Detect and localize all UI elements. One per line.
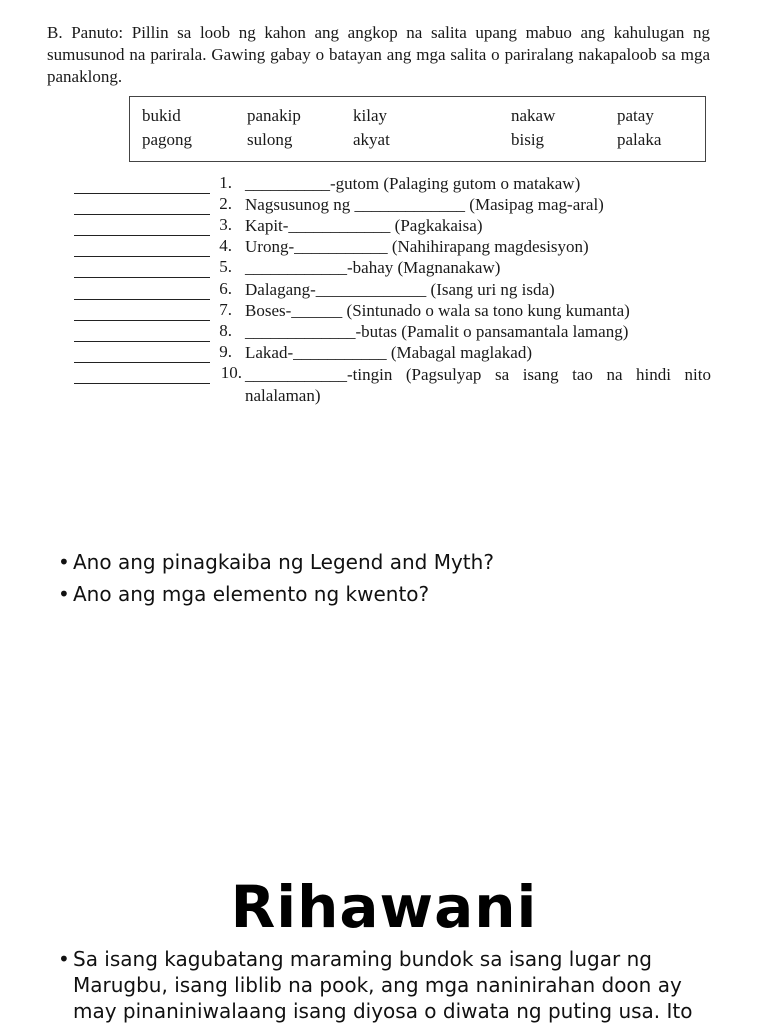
item-text: ____________-bahay (Magnanakaw) <box>245 258 501 277</box>
bullet-icon: • <box>58 947 70 971</box>
answer-blank-line[interactable] <box>74 193 210 194</box>
item-number: 9. <box>219 342 232 361</box>
answer-blank-line[interactable] <box>74 235 210 236</box>
word-bank-word: akyat <box>353 130 390 149</box>
word-bank-word: nakaw <box>511 106 556 125</box>
story-text: Sa isang kagubatang maraming bundok sa isang lugar ng Marugbu, isang liblib na pook, ang mga naninirahan doon ay may pinaniniwalaang isang diyosa o diwata ng puting usa. Ito <box>73 947 693 1023</box>
answer-blank-line[interactable] <box>74 320 210 321</box>
bullet-icon: • <box>58 550 70 574</box>
item-text: Urong-___________ (Nahihirapang magdesisyon) <box>245 237 589 256</box>
item-number: 8. <box>219 321 232 340</box>
word-bank-word: sulong <box>247 130 293 149</box>
answer-blank-line[interactable] <box>74 299 210 300</box>
answer-blank-line[interactable] <box>74 341 210 342</box>
item-text: Boses-______ (Sintunado o wala sa tono kung kumanta) <box>245 301 630 320</box>
question-text: Ano ang pinagkaiba ng Legend and Myth? <box>73 550 494 574</box>
item-number: 5. <box>219 257 232 276</box>
item-text: ____________-tingin (Pagsulyap sa isang tao na hindi nito nalalaman) <box>245 365 711 405</box>
story-bullet <box>58 946 708 1024</box>
item-text: Lakad-___________ (Mabagal maglakad) <box>245 343 533 362</box>
item-text: __________-gutom (Palaging gutom o matakaw) <box>245 174 581 193</box>
item-text: _____________-butas (Pamalit o pansamantala lamang) <box>245 322 629 341</box>
word-bank-word: panakip <box>247 106 301 125</box>
answer-blank-line[interactable] <box>74 277 210 278</box>
item-text: Nagsusunog ng _____________ (Masipag mag-aral) <box>245 195 604 214</box>
story-title: Rihawani <box>230 873 538 941</box>
word-bank-word: patay <box>617 106 654 125</box>
item-text: Kapit-____________ (Pagkakaisa) <box>245 216 483 235</box>
answer-blank-line[interactable] <box>74 214 210 215</box>
question-text: Ano ang mga elemento ng kwento? <box>73 582 430 606</box>
item-number: 6. <box>219 279 232 298</box>
item-number: 7. <box>219 300 232 319</box>
answer-blank-line[interactable] <box>74 383 210 384</box>
word-bank-word: pagong <box>142 130 193 149</box>
word-bank-word: bisig <box>511 130 545 149</box>
item-number: 3. <box>219 215 232 234</box>
instruction-text: B. Panuto: Pillin sa loob ng kahon ang angkop na salita upang mabuo ang kahulugan ng sumusunod na parirala. Gawing gabay o batayan ang mga salita o pariralang nakapaloob sa mga panaklong. <box>47 23 710 86</box>
item-number: 10. <box>220 363 242 382</box>
item-number: 2. <box>219 194 232 213</box>
question-bullet <box>58 549 494 575</box>
word-bank-box <box>129 96 706 162</box>
question-bullet <box>58 581 429 607</box>
word-bank-word: palaka <box>617 130 662 149</box>
bullet-icon: • <box>58 582 70 606</box>
word-bank-word: bukid <box>142 106 181 125</box>
answer-blank-line[interactable] <box>74 256 210 257</box>
item-number: 4. <box>219 236 232 255</box>
answer-blank-line[interactable] <box>74 362 210 363</box>
word-bank-word: kilay <box>353 106 387 125</box>
item-text: Dalagang-_____________ (Isang uri ng isda) <box>245 280 555 299</box>
item-number: 1. <box>219 173 232 192</box>
